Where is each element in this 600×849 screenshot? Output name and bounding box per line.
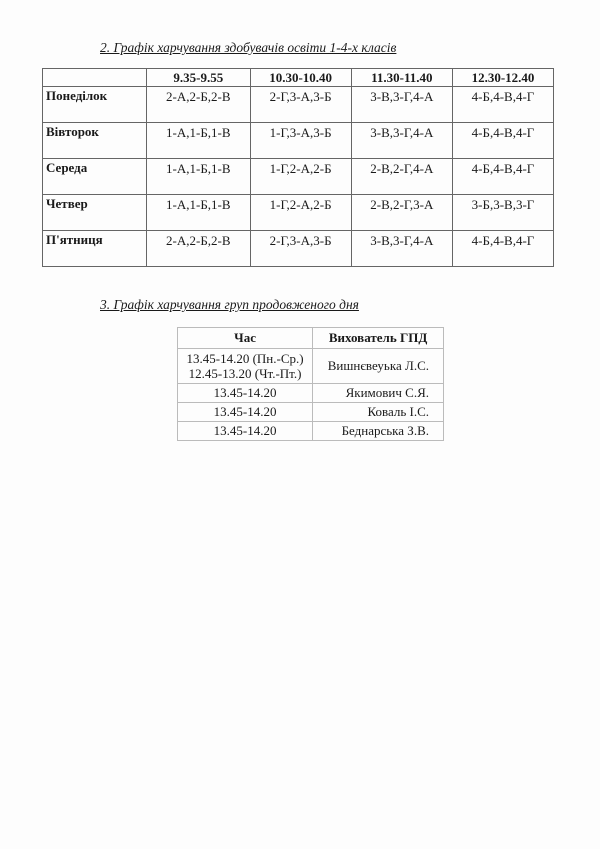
- time-line: 12.45-13.20 (Чт.-Пт.): [188, 366, 302, 381]
- table-cell: 1-Г,2-А,2-Б: [250, 195, 351, 231]
- table-cell: 1-А,1-Б,1-В: [147, 123, 251, 159]
- table-cell: 1-А,1-Б,1-В: [147, 195, 251, 231]
- time-cell: 13.45-14.20: [178, 403, 313, 422]
- teacher-cell: Коваль І.С.: [313, 403, 444, 422]
- table-cell: 1-А,1-Б,1-В: [147, 159, 251, 195]
- day-label: Понеділок: [43, 87, 147, 123]
- table-cell: 4-Б,4-В,4-Г: [452, 87, 553, 123]
- table-cell: 2-Г,3-А,3-Б: [250, 87, 351, 123]
- teacher-cell: Вишнєвеуька Л.С.: [313, 349, 444, 384]
- table-row: [43, 123, 554, 159]
- table-cell: 1-Г,3-А,3-Б: [250, 123, 351, 159]
- table-row: [43, 159, 554, 195]
- table-cell: 3-В,3-Г,4-А: [351, 87, 452, 123]
- table-cell: 2-А,2-Б,2-В: [147, 231, 251, 267]
- header-time-4: 12.30-12.40: [452, 69, 553, 87]
- time-cell: 13.45-14.20: [178, 384, 313, 403]
- table-row: [178, 422, 444, 441]
- section2-title: 2. Графік харчування здобувачів освіти 1-4-х класів: [100, 40, 397, 55]
- table-cell: 3-В,3-Г,4-А: [351, 231, 452, 267]
- section3-title: 3. Графік харчування груп продовженого дня: [100, 297, 359, 312]
- table-cell: 2-В,2-Г,4-А: [351, 159, 452, 195]
- day-label: Середа: [43, 159, 147, 195]
- time-cell: [178, 349, 313, 384]
- day-label: П'ятниця: [43, 231, 147, 267]
- day-label: Четвер: [43, 195, 147, 231]
- table-row: [178, 349, 444, 384]
- table-header-row: [43, 69, 554, 87]
- table-cell: 1-Г,2-А,2-Б: [250, 159, 351, 195]
- teacher-cell: Беднарська З.В.: [313, 422, 444, 441]
- day-label: Вівторок: [43, 123, 147, 159]
- table-cell: 2-В,2-Г,3-А: [351, 195, 452, 231]
- table-row: [178, 403, 444, 422]
- teacher-cell: Якимович С.Я.: [313, 384, 444, 403]
- table-cell: 4-Б,4-В,4-Г: [452, 159, 553, 195]
- gpd-schedule-table: [177, 327, 444, 441]
- table-row: [43, 195, 554, 231]
- header-teacher: Вихователь ГПД: [313, 328, 444, 349]
- header-time-1: 9.35-9.55: [147, 69, 251, 87]
- table-cell: 2-Г,3-А,3-Б: [250, 231, 351, 267]
- table-row: [43, 231, 554, 267]
- table-row: [178, 384, 444, 403]
- table-header-row: [178, 328, 444, 349]
- meal-schedule-table: [42, 68, 554, 267]
- time-cell: 13.45-14.20: [178, 422, 313, 441]
- header-time-3: 11.30-11.40: [351, 69, 452, 87]
- table-cell: 4-Б,4-В,4-Г: [452, 123, 553, 159]
- header-corner: [43, 69, 147, 87]
- table-row: [43, 87, 554, 123]
- header-time-2: 10.30-10.40: [250, 69, 351, 87]
- time-line: 13.45-14.20 (Пн.-Ср.): [186, 351, 304, 366]
- table-cell: 4-Б,4-В,4-Г: [452, 231, 553, 267]
- table-cell: 2-А,2-Б,2-В: [147, 87, 251, 123]
- table-cell: 3-В,3-Г,4-А: [351, 123, 452, 159]
- header-time: Час: [178, 328, 313, 349]
- table-cell: 3-Б,3-В,3-Г: [452, 195, 553, 231]
